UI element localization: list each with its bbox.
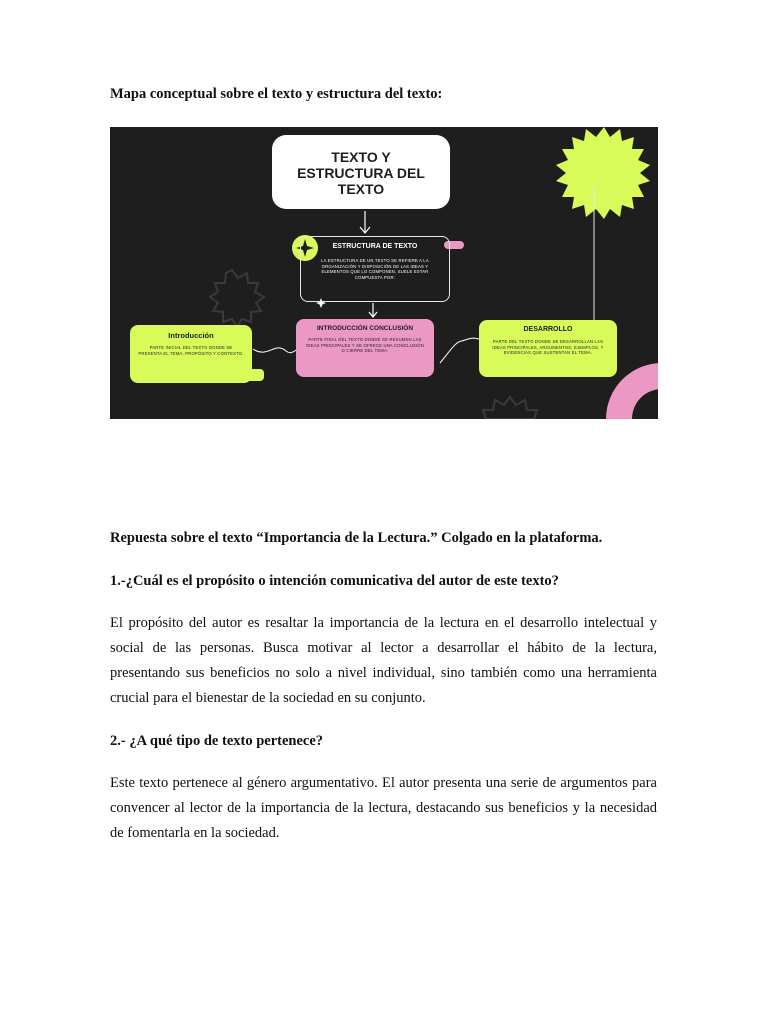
concept-map-image [110,127,658,419]
heading-concept-map: Mapa conceptual sobre el texto y estructura del texto: [110,86,443,102]
outlined-star-bottom [483,397,537,419]
introduccion-title: Introducción [168,331,214,340]
question-2: 2.- ¿A qué tipo de texto pertenece? [110,733,324,749]
structure-text: LA ESTRUCTURA DE UN TEXTO SE REFIERE A LA ORGANIZACIÓN Y DISPOSICIÓN DE LAS IDEAS Y ELEMENTOS QUE LO COMPONEN, SUELE ESTAR COMPUESTA POR: [321,258,429,280]
curve-left-connector [253,348,298,353]
desarrollo-title: DESARROLLO [523,326,573,333]
heading-reading-response: Repuesta sobre el texto “Importancia de la Lectura.” Colgado en la plataforma. [110,530,603,546]
curve-right-connector [440,338,479,363]
concept-map-title-box: TEXTO Y ESTRUCTURA DEL TEXTO [272,135,450,209]
introduccion-text: PARTE INICIAL DEL TEXTO DONDE SE PRESENTA EL TEMA, PROPÓSITO Y CONTEXTO. [138,345,244,356]
question-1: 1.-¿Cuál es el propósito o intención comunicativa del autor de este texto? [110,573,559,589]
answer-2: Este texto pertenece al género argumentativo. El autor presenta una serie de argumentos para convencer al lector de la importancia de la lectura, destacando sus beneficios y la necesidad de fomentarla en la sociedad. [110,775,657,841]
structure-box [300,236,450,302]
desarrollo-box [479,320,617,377]
desarrollo-text: PARTE DEL TEXTO DONDE SE DESARROLLAN LAS IDEAS PRINCIPALES, ARGUMENTOS, EJEMPLOS, Y EVIDENCIAS QUE SUSTENTAN EL TEMA. [492,339,604,356]
introduccion-box [130,325,252,383]
answer-1: El propósito del autor es resaltar la importancia de la lectura en el desarrollo intelectual y social de las personas. Busca motivar al lector a desarrollar el hábito de la lectura, presentando sus beneficios no solo a nivel individual, sino también como una herramienta crucial para el bienestar de la sociedad en su conjunto. [110,615,657,706]
intro-conclusion-title: INTRODUCCIÓN CONCLUSIÓN [316,325,414,332]
intro-conclusion-box [296,319,434,377]
sun-burst-shape [556,127,650,219]
structure-title: ESTRUCTURA DE TEXTO [332,243,418,250]
intro-conclusion-text: PARTE FINAL DEL TEXTO DONDE SE RESUMEN LAS IDEAS PRINCIPALES Y SE OFRECE UNA CONCLUSIÓN O CIERRE DEL TEMA. [306,337,424,354]
outlined-star-shape [210,270,264,327]
